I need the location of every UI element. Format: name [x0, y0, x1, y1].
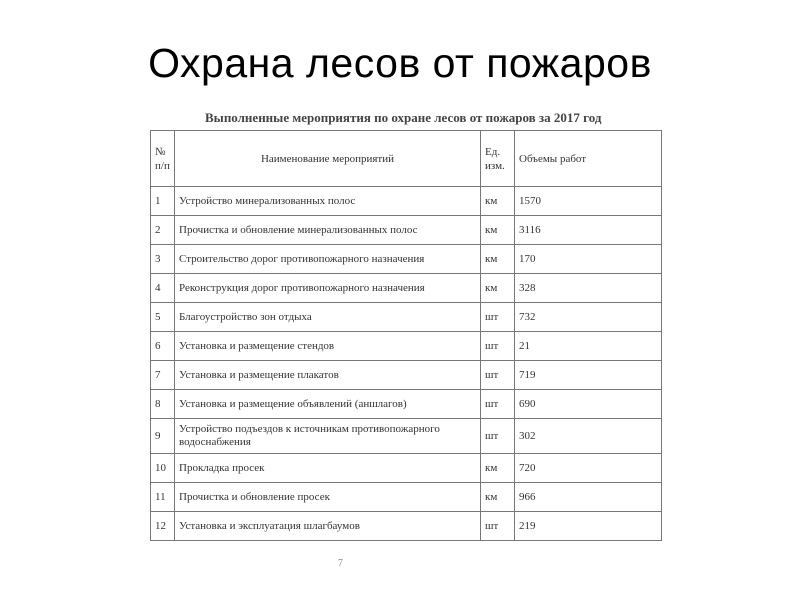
row-unit: км [481, 483, 515, 512]
table-header [151, 131, 662, 187]
row-unit: шт [481, 512, 515, 541]
row-name: Установка и размещение стендов [175, 332, 481, 361]
table-row [151, 216, 662, 245]
header-volume-label: Объемы работ [519, 152, 587, 165]
row-unit: км [481, 274, 515, 303]
table-body [151, 187, 662, 541]
row-unit: км [481, 187, 515, 216]
row-volume: 170 [515, 245, 662, 274]
row-unit: км [481, 216, 515, 245]
row-num: 2 [151, 216, 175, 245]
row-name: Устройство минерализованных полос [175, 187, 481, 216]
row-name: Реконструкция дорог противопожарного назначения [175, 274, 481, 303]
row-name: Установка и эксплуатация шлагбаумов [175, 512, 481, 541]
row-volume: 966 [515, 483, 662, 512]
row-unit: шт [481, 390, 515, 419]
row-num: 4 [151, 274, 175, 303]
row-unit: шт [481, 332, 515, 361]
row-volume: 328 [515, 274, 662, 303]
table-row [151, 419, 662, 454]
row-name: Установка и размещение объявлений (аншлагов) [175, 390, 481, 419]
row-name: Прочистка и обновление просек [175, 483, 481, 512]
row-num: 6 [151, 332, 175, 361]
row-volume: 719 [515, 361, 662, 390]
row-volume: 21 [515, 332, 662, 361]
table-row [151, 187, 662, 216]
row-unit: шт [481, 303, 515, 332]
table-row [151, 245, 662, 274]
row-unit: шт [481, 419, 515, 454]
row-num: 7 [151, 361, 175, 390]
table-row [151, 454, 662, 483]
table-row [151, 390, 662, 419]
row-volume: 302 [515, 419, 662, 454]
row-num: 5 [151, 303, 175, 332]
page-mark: 7 [338, 558, 343, 569]
slide-title: Охрана лесов от пожаров [148, 40, 652, 86]
header-num [151, 131, 175, 187]
row-volume: 3116 [515, 216, 662, 245]
header-volume [515, 131, 662, 187]
row-num: 8 [151, 390, 175, 419]
row-num: 1 [151, 187, 175, 216]
table-header-row [151, 131, 662, 187]
table-row [151, 303, 662, 332]
table-row [151, 274, 662, 303]
row-num: 12 [151, 512, 175, 541]
header-unit [481, 131, 515, 187]
row-volume: 720 [515, 454, 662, 483]
row-volume: 732 [515, 303, 662, 332]
row-name: Прочистка и обновление минерализованных полос [175, 216, 481, 245]
row-name: Установка и размещение плакатов [175, 361, 481, 390]
row-name: Устройство подъездов к источникам противопожарного водоснабжения [175, 419, 481, 454]
row-unit: км [481, 454, 515, 483]
row-num: 10 [151, 454, 175, 483]
row-num: 3 [151, 245, 175, 274]
table-row [151, 361, 662, 390]
header-num-label: № п/п [155, 145, 170, 172]
activities-table [150, 130, 662, 541]
table-row [151, 332, 662, 361]
table-row [151, 512, 662, 541]
row-volume: 219 [515, 512, 662, 541]
row-volume: 1570 [515, 187, 662, 216]
header-unit-label: Ед. изм. [485, 145, 505, 172]
row-name: Прокладка просек [175, 454, 481, 483]
table-row [151, 483, 662, 512]
table-caption: Выполненные мероприятия по охране лесов от пожаров за 2017 год [205, 110, 602, 125]
row-unit: км [481, 245, 515, 274]
header-name [175, 131, 481, 187]
row-num: 11 [151, 483, 175, 512]
row-volume: 690 [515, 390, 662, 419]
header-name-label: Наименование мероприятий [260, 152, 395, 165]
row-name: Благоустройство зон отдыха [175, 303, 481, 332]
row-unit: шт [481, 361, 515, 390]
row-num: 9 [151, 419, 175, 454]
row-name: Строительство дорог противопожарного назначения [175, 245, 481, 274]
